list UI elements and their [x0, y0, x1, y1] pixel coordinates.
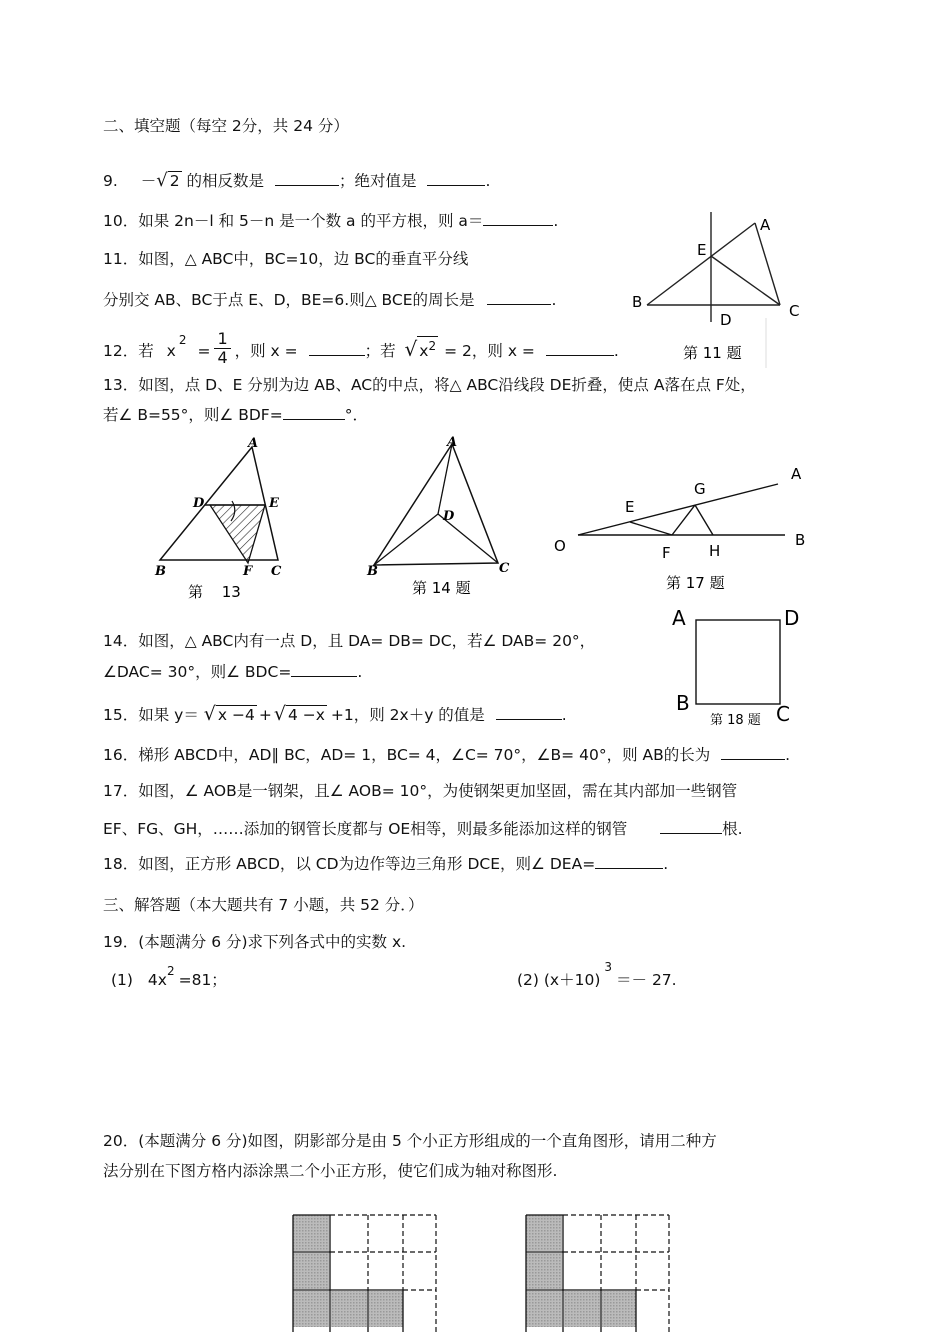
question-13-line-1: 13．如图，点 D、E 分别为边 AB、AC的中点，将△ ABC沿线段 DE折叠，使点 A落在点 F处，: [103, 376, 756, 394]
fig18-caption: 第 18 题: [710, 713, 761, 728]
question-10: 10．如果 2n－l 和 5－n 是一个数 a 的平方根，则 a＝ .: [103, 212, 559, 230]
q18-blank[interactable]: [595, 853, 663, 869]
fig14-label-c: C: [499, 561, 510, 576]
fig13-label-e: E: [269, 496, 279, 511]
fig11-label-a: A: [760, 216, 771, 234]
q9-radicand: 2: [169, 172, 180, 190]
fig14-label-a: A: [447, 435, 458, 450]
figure-11: [625, 208, 825, 368]
section-3-title: 三、解答题（本大题共有 7 小题，共 52 分．）: [103, 896, 424, 914]
fig14-label-d: D: [443, 509, 455, 524]
fig17-label-f: F: [662, 544, 671, 562]
question-11-line-2: 分别交 AB、BC于点 E、D，BE=6.则△ BCE的周长是 .: [103, 291, 557, 309]
q19-part-2: [517, 960, 677, 990]
q9-number: 9.: [103, 172, 118, 190]
question-20-line-1: 20．(本题满分 6 分)如图，阴影部分是由 5 个小正方形组成的一个直角图形，请用二种方: [103, 1132, 717, 1150]
q17-tail: 根.: [722, 820, 743, 838]
fig18-label-d: D: [784, 606, 800, 630]
q19-p2-rest: ＝－ 27.: [616, 971, 677, 990]
fig17-label-a: A: [791, 465, 802, 483]
q19-p2-exp: 3: [604, 960, 613, 974]
grid-right-shaded-cell: [602, 1291, 636, 1327]
q12-rad-exp: 2: [428, 338, 437, 353]
grid-right-shaded-cell: [526, 1291, 562, 1327]
grid-left-shaded-cell: [369, 1291, 403, 1327]
q13-text: 若∠ B=55°，则∠ BDF=: [103, 406, 283, 424]
q10-blank[interactable]: [483, 210, 553, 226]
q19-p1-base: 4x: [147, 971, 167, 990]
question-19: 19．(本题满分 6 分)求下列各式中的实数 x.: [103, 933, 407, 951]
question-9: 9. －√ 2 的相反数是 ；绝对值是 .: [103, 170, 491, 191]
fig17-tube-ef: [630, 522, 672, 535]
fig11-caption: 第 11 题: [683, 344, 742, 362]
q12-radical: [417, 336, 438, 360]
q15-blank[interactable]: [496, 704, 562, 720]
fig17-label-e: E: [625, 498, 635, 516]
fig17-caption: 第 17 题: [666, 574, 725, 592]
q9-text2: ；绝对值是: [338, 172, 417, 190]
fig13-label-a: A: [248, 436, 259, 451]
question-14-line-2: ∠DAC= 30°，则∠ BDC= .: [103, 663, 363, 681]
figure-13: [150, 435, 290, 605]
question-17-line-1: 17．如图，∠ AOB是一钢架，且∠ AOB= 10°，为使钢架更加坚固，需在其内部加一些钢管: [103, 782, 738, 800]
fig11-label-c: C: [789, 302, 800, 320]
q12-blank-1[interactable]: [309, 340, 365, 356]
fig17-label-o: O: [554, 537, 566, 555]
grid-right-shaded-cell: [526, 1215, 562, 1251]
grid-right-shaded-cell: [526, 1253, 562, 1289]
question-13-line-2: [103, 404, 368, 425]
fig18-label-c: C: [776, 702, 790, 726]
fig18-square-abcd: [696, 620, 780, 704]
question-17-line-2: [103, 818, 743, 839]
grid-left-shaded-cell: [293, 1253, 329, 1289]
q16-blank[interactable]: [721, 744, 785, 760]
figure-17: [545, 455, 825, 595]
q12-then-2: ，则 x =: [471, 342, 535, 360]
fig17-tube-gh: [695, 505, 713, 535]
fig13-label-b: B: [155, 564, 166, 579]
q13-tail: °．: [344, 406, 368, 424]
fig11-side-ac: [755, 223, 780, 305]
q15-radical-2: 4 −x: [287, 706, 325, 724]
q12-then-1: ，则 x =: [234, 342, 298, 360]
fig17-label-h: H: [709, 542, 721, 560]
fig13-triangle-abc: [160, 447, 278, 560]
q12-fraction: [214, 330, 230, 367]
q15-tail: +1，则 2x＋y 的值是: [330, 706, 485, 724]
q19-p2-base: (2) (x＋10): [517, 971, 601, 990]
q12-exp: 2: [178, 332, 187, 347]
question-20-line-2: 法分别在下图方格内添涂黑二个小正方形，使它们成为轴对称图形.: [103, 1162, 558, 1180]
fig11-label-b: B: [632, 293, 643, 311]
fig18-label-b: B: [676, 691, 690, 715]
q15-number: 15．如果 y＝: [103, 706, 199, 724]
fig14-caption: 第 14 题: [412, 579, 471, 597]
q10-text: 10．如果 2n－l 和 5－n 是一个数 a 的平方根，则 a＝: [103, 212, 484, 230]
fig14-label-b: B: [367, 564, 378, 579]
grid-figure-right: [523, 1212, 673, 1344]
fig11-label-d: D: [720, 311, 732, 329]
q9-text1: 的相反数是: [181, 172, 265, 190]
q12-frac-num: 1: [214, 330, 230, 349]
q14-text: ∠DAC= 30°，则∠ BDC=: [103, 663, 292, 681]
question-15: 15．如果 y＝ √ x −4 + √ 4 −x +1，则 2x＋y 的值是 .: [103, 703, 567, 725]
q19-p1-label: (1): [111, 971, 133, 990]
q11-text: 分别交 AB、BC于点 E、D，BE=6.则△ BCE的周长是: [103, 291, 475, 309]
q12-frac-den: 4: [217, 348, 228, 367]
q9-minus: －: [140, 172, 157, 190]
q14-blank[interactable]: [291, 661, 357, 677]
q12-number: 12．若: [103, 342, 154, 360]
fig14-segment-bd: [374, 514, 438, 565]
question-14-line-1: 14．如图，△ ABC内有一点 D，且 DA= DB= DC，若∠ DAB= 20°，: [103, 632, 596, 650]
question-18: 18．如图，正方形 ABCD，以 CD为边作等边三角形 DCE，则∠ DEA= .: [103, 855, 669, 873]
question-12: 12．若 $x^2$ = $\frac{1}{4}$ ，则 x = ；若 √ $x^2 = 2$，则 x = .: [103, 329, 619, 367]
grid-figure-left: [290, 1212, 440, 1344]
grid-left-shaded-cell: [293, 1291, 329, 1327]
fig11-side-ab: [647, 223, 755, 305]
fig13-folded-triangle: [210, 505, 265, 563]
q17-blank[interactable]: [660, 818, 722, 834]
q9-blank-1[interactable]: [275, 170, 339, 186]
q19-p1-exp: 2: [166, 964, 175, 978]
fig13-label-c: C: [271, 564, 282, 579]
q19-p1-rest: =81；: [178, 971, 227, 990]
fig13-caption: 第 13: [188, 583, 241, 601]
grid-left-shaded-cell: [293, 1215, 329, 1251]
figure-14: [360, 432, 520, 602]
question-11-line-1: 11．如图，△ ABC中，BC=10，边 BC的垂直平分线: [103, 250, 469, 268]
q13-blank[interactable]: [283, 404, 345, 420]
q12-blank-2[interactable]: [546, 340, 614, 356]
q12-equals: =: [197, 342, 211, 360]
q12-x: x: [166, 342, 176, 360]
grid-right-shaded-cell: [564, 1291, 600, 1327]
q9-blank-2[interactable]: [427, 170, 485, 186]
fig14-triangle-abc: [374, 444, 498, 565]
q12-equals-2: = 2: [444, 342, 472, 360]
q15-radical-1: x −4: [217, 706, 255, 724]
fig11-label-e: E: [697, 241, 707, 259]
fig11-segment-ec: [711, 256, 780, 305]
grid-left-shaded-cell: [331, 1291, 367, 1327]
q17-text: EF、FG、GH，……添加的钢管长度都与 OE相等，则最多能添加这样的钢管: [103, 820, 628, 838]
q18-text: 18．如图，正方形 ABCD，以 CD为边作等边三角形 DCE，则∠ DEA=: [103, 855, 596, 873]
fig17-label-g: G: [694, 480, 706, 498]
q16-text: 16．梯形 ABCD中，AD∥ BC，AD= 1，BC= 4，∠C= 70°，∠B= 40°，则 AB的长为: [103, 746, 711, 764]
q12-rad-x: x: [419, 342, 429, 360]
q15-plus: +: [258, 706, 272, 724]
figure-18: [668, 604, 818, 734]
fig13-label-f: F: [243, 564, 253, 579]
section-2-title: 二、填空题（每空 2分，共 24 分）: [103, 117, 349, 135]
q12-if-2: ；若: [364, 342, 396, 360]
q19-part-1: [111, 965, 227, 990]
fig17-label-b: B: [795, 531, 806, 549]
fig13-label-d: D: [193, 496, 205, 511]
question-16: 16．梯形 ABCD中，AD∥ BC，AD= 1，BC= 4，∠C= 70°，∠B= 40°，则 AB的长为 .: [103, 746, 791, 764]
q11-blank[interactable]: [487, 289, 551, 305]
fig18-label-a: A: [672, 606, 686, 630]
